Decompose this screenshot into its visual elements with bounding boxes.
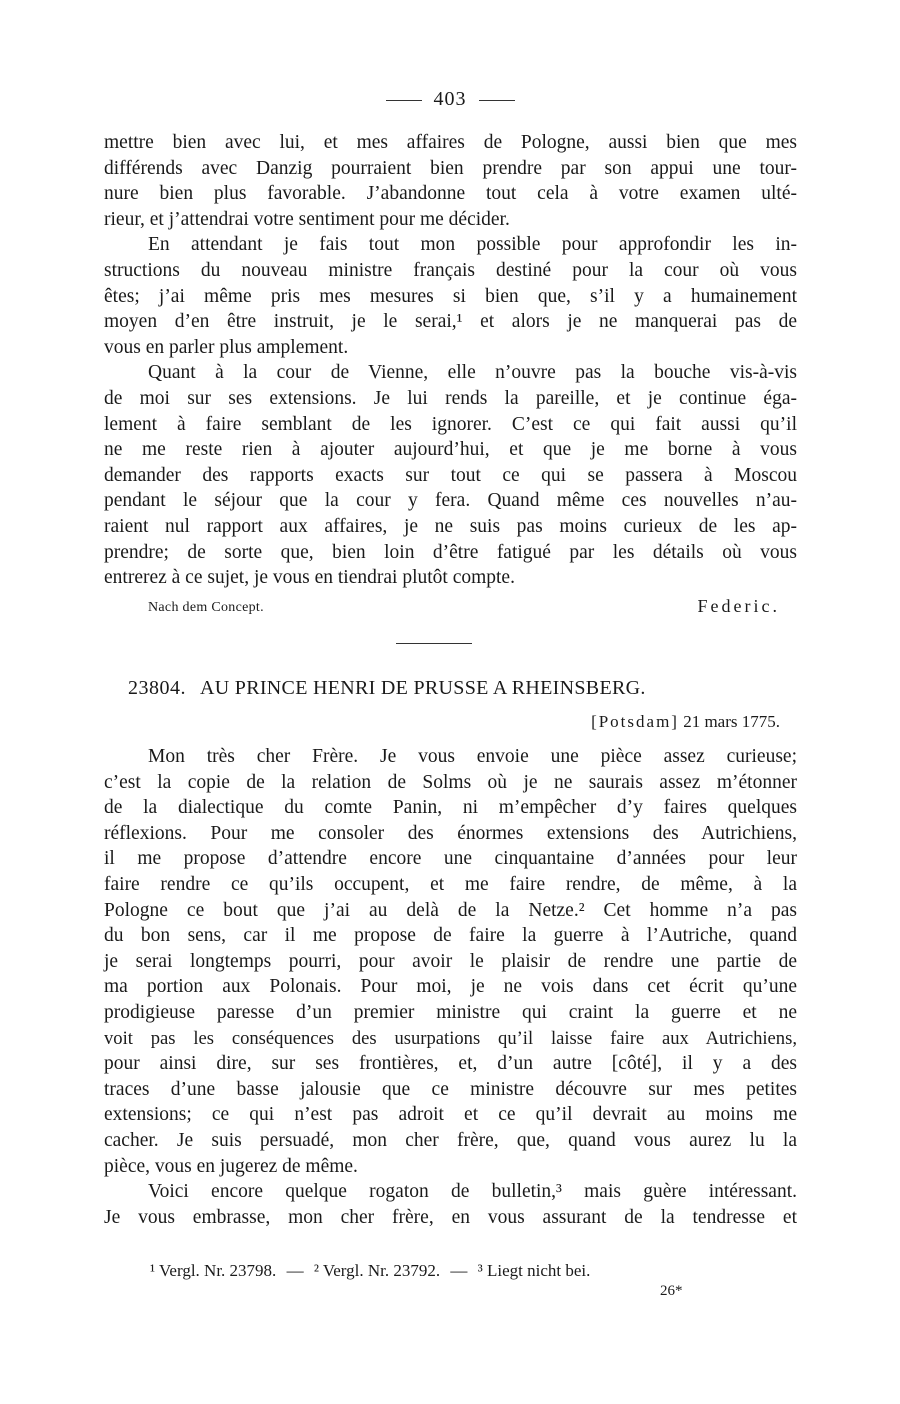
text-line: de moi sur ses extensions. Je lui rends la pareille, et je continue éga- xyxy=(104,387,797,409)
text-line: pour ainsi dire, sur ses frontières, et, d’un autre [côté], il y a des xyxy=(104,1053,797,1075)
document-title: AU PRINCE HENRI DE PRUSSE A RHEINSBERG. xyxy=(200,677,646,699)
source-note: Nach dem Concept. xyxy=(148,600,264,615)
footnotes xyxy=(150,1261,590,1281)
footnote: ² Vergl. Nr. 23792. xyxy=(313,1261,441,1280)
letter-body xyxy=(104,744,797,1230)
document-number: 23804. xyxy=(128,677,186,699)
text-line: du bon sens, car il me propose de faire la guerre à l’Autriche, quand xyxy=(104,925,797,947)
text-line: êtes; j’ai même pris mes mesures si bien que, s’il y a humainement xyxy=(104,285,797,307)
text-line: différends avec Danzig pourraient bien prendre par son appui une tour- xyxy=(104,157,797,179)
letter-continuation xyxy=(104,130,797,591)
dateline-date: 21 mars 1775. xyxy=(683,712,780,731)
text-line: réflexions. Pour me consoler des énormes extensions des Autrichiens, xyxy=(104,822,797,844)
signature-row xyxy=(148,596,780,622)
text-line: traces d’une basse jalousie que ce ministre découvre sur mes petites xyxy=(104,1078,797,1100)
text-line: Voici encore quelque rogaton de bulletin,³ mais guère intéressant. xyxy=(148,1181,797,1203)
text-line: structions du nouveau ministre français destiné pour la cour où vous xyxy=(104,259,797,281)
page-number: 403 xyxy=(433,88,467,110)
dateline xyxy=(591,712,780,732)
footnote-separator: — xyxy=(286,1261,304,1280)
header-dash-right xyxy=(479,100,515,101)
text-line: Quant à la cour de Vienne, elle n’ouvre pas la bouche vis-à-vis xyxy=(148,362,797,384)
text-line: voit pas les conséquences des usurpations qu’il laisse faire aux Autrichiens, xyxy=(104,1027,797,1049)
text-line: nure bien plus favorable. J’abandonne tout cela à votre examen ulté- xyxy=(104,183,797,205)
section-divider xyxy=(396,643,472,644)
text-line: vous en parler plus amplement. xyxy=(104,336,349,358)
text-line: rieur, et j’attendrai votre sentiment pour me décider. xyxy=(104,208,510,230)
text-line: demander des rapports exacts sur tout ce qui se passera à Moscou xyxy=(104,464,797,486)
text-line: lement à faire semblant de les ignorer. C’est ce qui fait aussi qu’il xyxy=(104,413,797,435)
text-line: ne me reste rien à ajouter aujourd’hui, et que je me borne à vous xyxy=(104,439,797,461)
signature-mark: 26* xyxy=(660,1283,683,1299)
text-line: raient nul rapport aux affaires, je ne suis pas moins curieux de les ap- xyxy=(104,515,797,537)
text-line: c’est la copie de la relation de Solms où je ne saurais assez m’étonner xyxy=(104,771,797,793)
text-line: En attendant je fais tout mon possible pour approfondir les in- xyxy=(148,234,797,256)
text-line: faire rendre ce qu’ils occupent, et me faire rendre, de même, à la xyxy=(104,873,797,895)
text-line: prendre; de sorte que, bien loin d’être fatigué par les détails où vous xyxy=(104,541,797,563)
text-line: ma portion aux Polonais. Pour moi, je ne vois dans cet écrit qu’une xyxy=(104,976,797,998)
text-line: Je vous embrasse, mon cher frère, en vous assurant de la tendresse et xyxy=(104,1206,797,1228)
text-line: il me propose d’attendre encore une cinquantaine d’années pour leur xyxy=(104,848,797,870)
text-line: pendant le séjour que la cour y fera. Quand même ces nouvelles n’au- xyxy=(104,490,797,512)
header-dash-left xyxy=(386,100,422,101)
text-line: mettre bien avec lui, et mes affaires de Pologne, aussi bien que mes xyxy=(104,132,797,153)
text-line: pièce, vous en jugerez de même. xyxy=(104,1155,358,1177)
document-heading xyxy=(128,677,778,700)
page-header xyxy=(0,88,900,111)
dateline-place: [Potsdam] xyxy=(591,712,679,731)
signature: Federic. xyxy=(697,596,780,616)
text-line: je serai longtemps pourri, pour avoir le plaisir de rendre une partie de xyxy=(104,950,797,972)
text-line: Mon très cher Frère. Je vous envoie une pièce assez curieuse; xyxy=(148,746,797,767)
text-line: prodigieuse paresse d’un premier ministre qui craint la guerre et ne xyxy=(104,1001,797,1023)
text-line: de la dialectique du comte Panin, ni m’empêcher d’y faires quelques xyxy=(104,797,797,819)
footnote: ³ Liegt nicht bei. xyxy=(477,1261,591,1280)
text-line: entrerez à ce sujet, je vous en tiendrai plutôt compte. xyxy=(104,567,515,589)
footnote: ¹ Vergl. Nr. 23798. xyxy=(150,1261,277,1280)
text-line: extensions; ce qui n’est pas adroit et ce qu’il devrait au moins me xyxy=(104,1104,797,1126)
text-line: cacher. Je suis persuadé, mon cher frère, que, quand vous aurez lu la xyxy=(104,1129,797,1151)
text-line: Pologne ce bout que j’ai au delà de la Netze.² Cet homme n’a pas xyxy=(104,899,797,921)
text-line: moyen d’en être instruit, je le serai,¹ et alors je ne manquerai pas de xyxy=(104,311,797,333)
footnote-separator: — xyxy=(450,1261,468,1280)
